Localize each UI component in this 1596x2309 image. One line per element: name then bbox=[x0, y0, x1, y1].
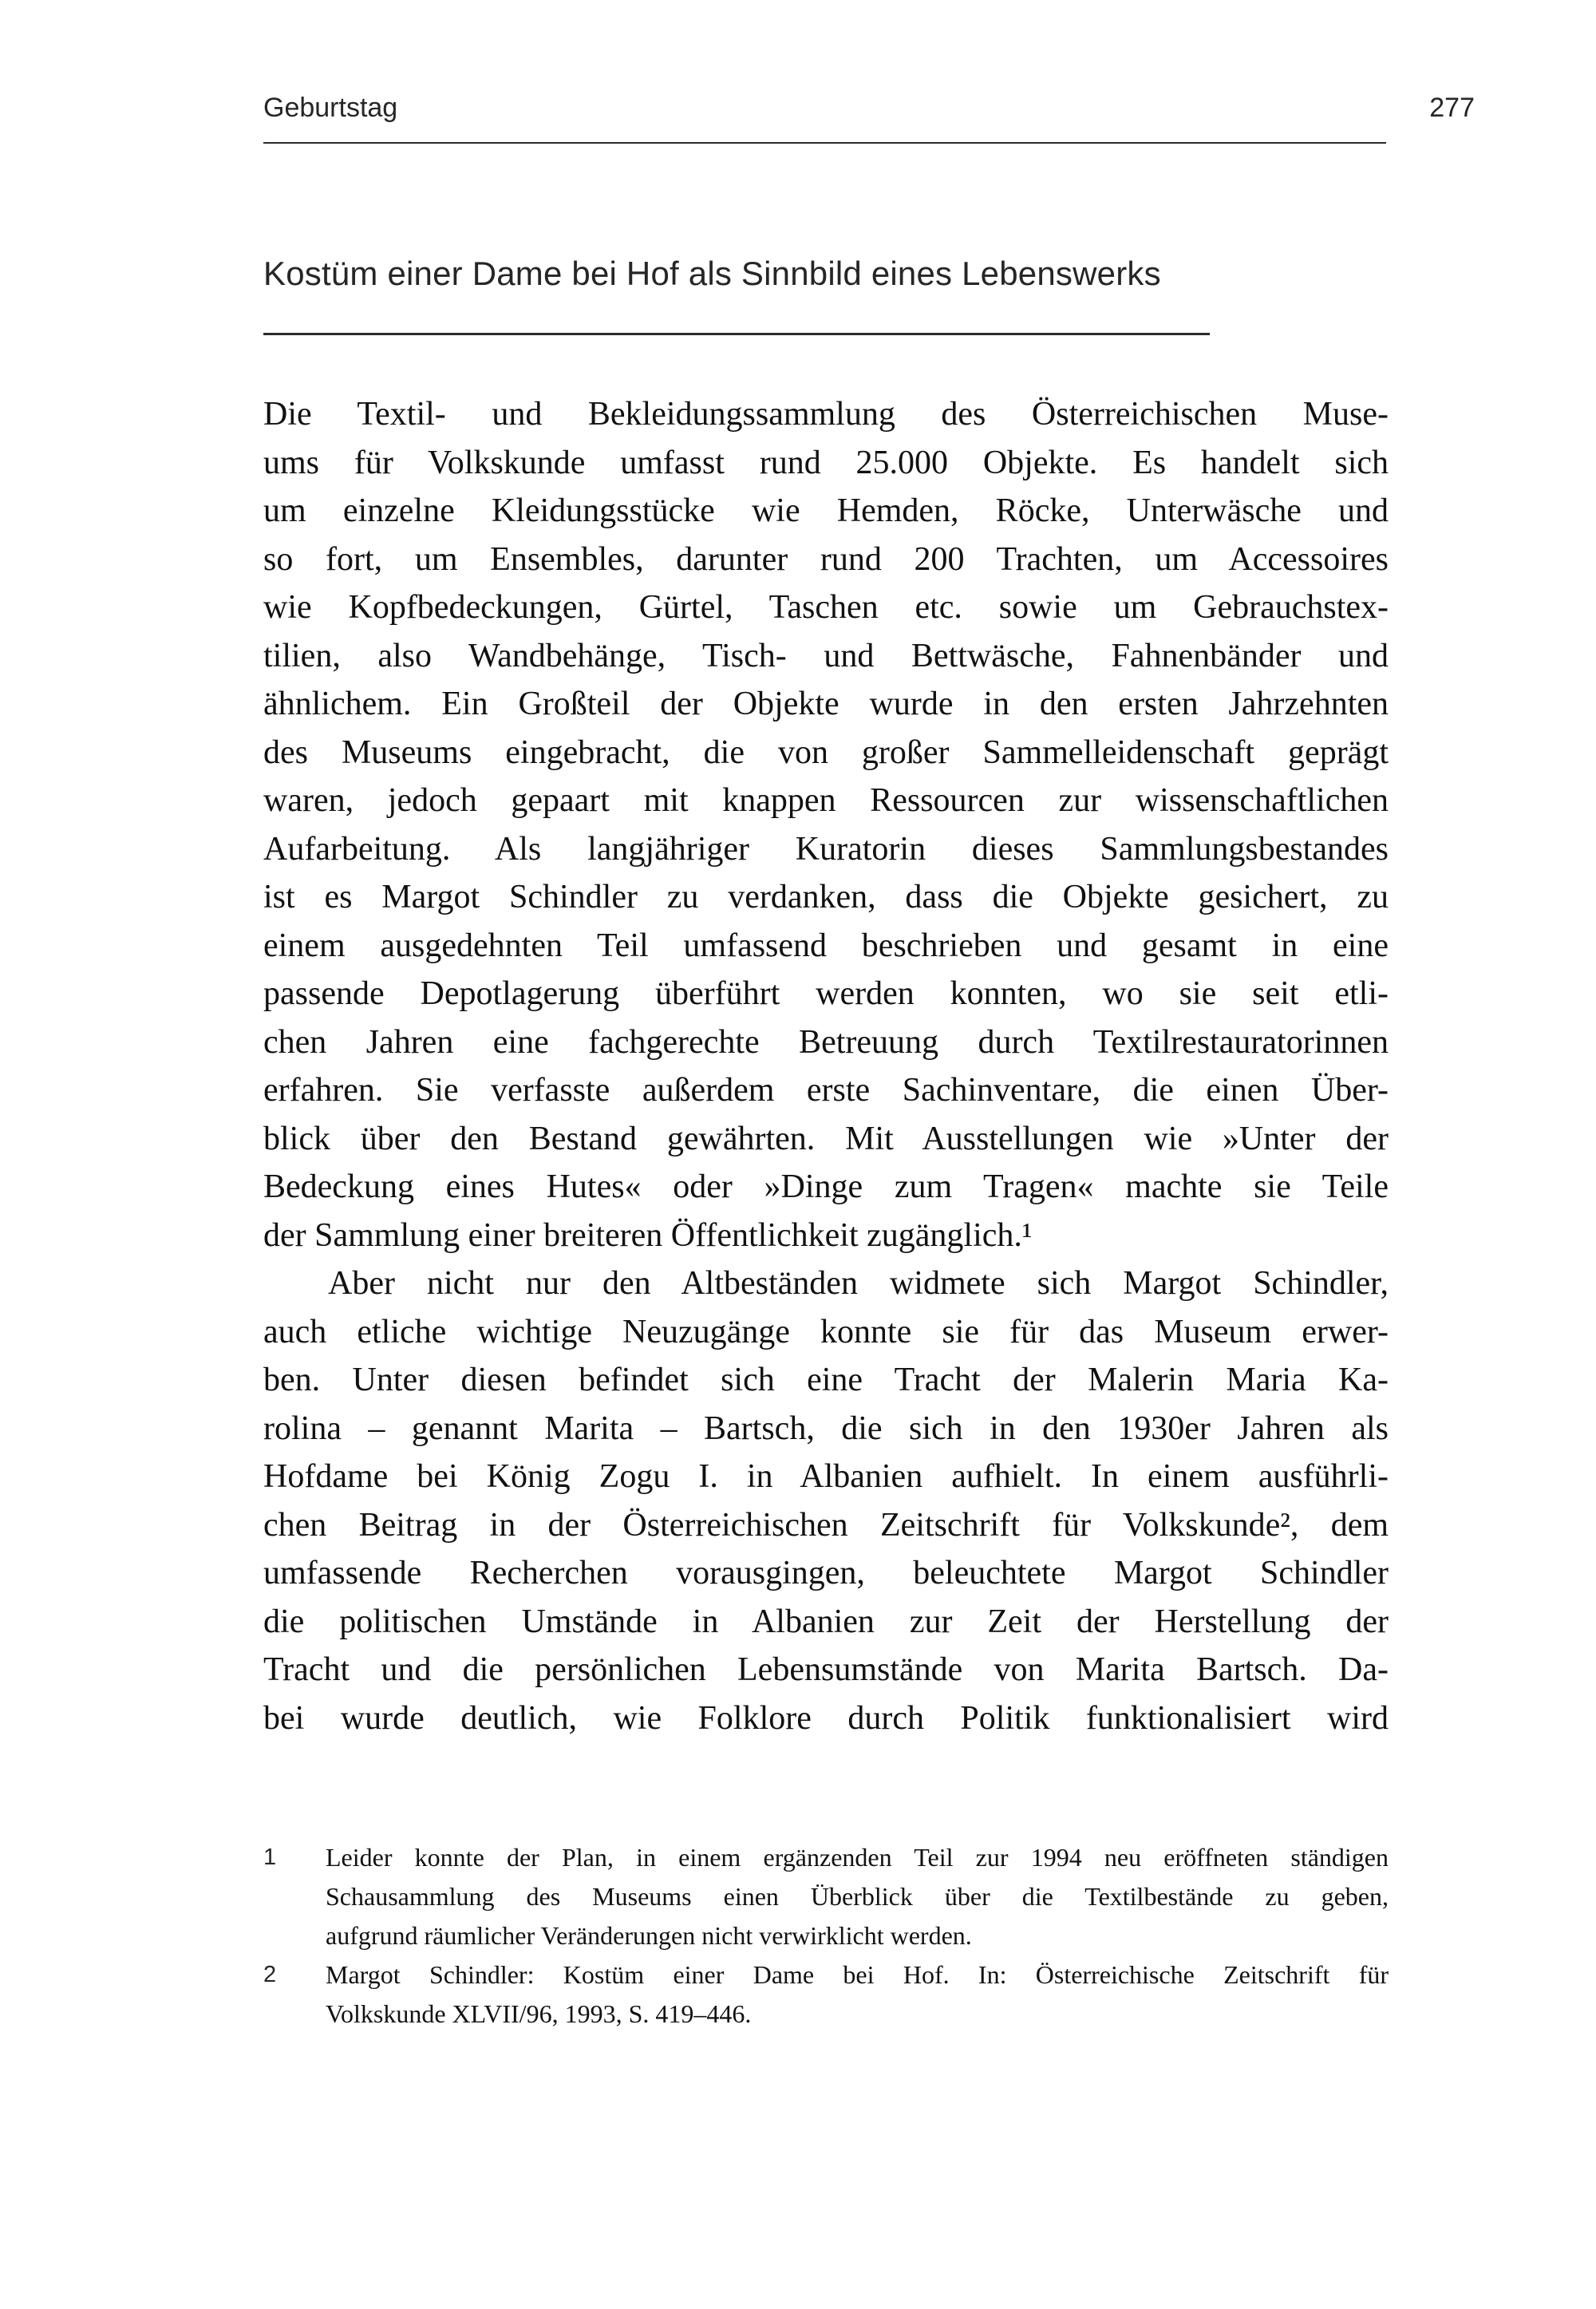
running-header-section: Geburtstag bbox=[263, 93, 398, 123]
body-line: Aufarbeitung. Als langjähriger Kuratorin dieses Sammlungsbestandes bbox=[263, 830, 1389, 868]
footnote bbox=[263, 1955, 1389, 2034]
body-line: wie Kopfbedeckungen, Gürtel, Taschen etc. sowie um Gebrauchstex- bbox=[263, 589, 1389, 626]
footnote-line: Schausammlung des Museums einen Überblick über die Textilbestände zu geben, bbox=[326, 1882, 1389, 1911]
body-line: waren, jedoch gepaart mit knappen Ressourcen zur wissenschaftlichen bbox=[263, 782, 1389, 819]
footnote-line: Margot Schindler: Kostüm einer Dame bei Hof. In: Österreichische Zeitschrift für bbox=[326, 1960, 1389, 1989]
footnote-line: Leider konnte der Plan, in einem ergänzenden Teil zur 1994 neu eröffneten ständigen bbox=[326, 1843, 1389, 1872]
body-line: passende Depotlagerung überführt werden konnten, wo sie seit etli- bbox=[263, 975, 1389, 1012]
body-line: die politischen Umstände in Albanien zur Zeit der Herstellung der bbox=[263, 1603, 1389, 1640]
title-rule bbox=[263, 333, 1210, 335]
body-line: um einzelne Kleidungsstücke wie Hemden, Röcke, Unterwäsche und bbox=[263, 492, 1389, 529]
body-line: blick über den Bestand gewährten. Mit Ausstellungen wie »Unter der bbox=[263, 1120, 1389, 1157]
body-line: ähnlichem. Ein Großteil der Objekte wurde in den ersten Jahrzehnten bbox=[263, 686, 1389, 722]
body-line: bei wurde deutlich, wie Folklore durch Politik funktionalisiert wird bbox=[263, 1699, 1389, 1737]
footnote-line: aufgrund räumlicher Veränderungen nicht verwirklicht werden. bbox=[326, 1921, 972, 1950]
body-text bbox=[263, 390, 1389, 1742]
footnote-text bbox=[326, 1955, 1389, 2034]
body-line: umfassende Recherchen vorausgingen, beleuchtete Margot Schindler bbox=[263, 1555, 1389, 1591]
body-line: rolina – genannt Marita – Bartsch, die sich in den 1930er Jahren als bbox=[263, 1410, 1389, 1447]
body-line: Die Textil- und Bekleidungssammlung des Österreichischen Muse- bbox=[263, 396, 1389, 433]
body-line: Tracht und die persönlichen Lebensumstände von Marita Bartsch. Da- bbox=[263, 1651, 1389, 1688]
footnote-text bbox=[326, 1838, 1389, 1955]
running-header bbox=[263, 93, 1475, 122]
body-line-paragraph-end: der Sammlung einer breiteren Öffentlichkeit zugänglich.¹ bbox=[263, 1216, 1033, 1254]
body-line: tilien, also Wandbehänge, Tisch- und Bettwäsche, Fahnenbänder und bbox=[263, 637, 1389, 674]
footnotes bbox=[263, 1838, 1389, 2034]
body-line: erfahren. Sie verfasste außerdem erste Sachinventare, die einen Über- bbox=[263, 1072, 1389, 1109]
body-line-paragraph-start: Aber nicht nur den Altbeständen widmete sich Margot Schindler, bbox=[328, 1265, 1389, 1302]
footnote bbox=[263, 1838, 1389, 1955]
body-line: chen Beitrag in der Österreichischen Zeitschrift für Volkskunde², dem bbox=[263, 1506, 1389, 1544]
body-line: ums für Volkskunde umfasst rund 25.000 Objekte. Es handelt sich bbox=[263, 444, 1389, 481]
footnote-line: Volkskunde XLVII/96, 1993, S. 419–446. bbox=[326, 1999, 752, 2028]
body-line: des Museums eingebracht, die von großer Sammelleidenschaft geprägt bbox=[263, 733, 1389, 771]
body-line: einem ausgedehnten Teil umfassend beschrieben und gesamt in eine bbox=[263, 927, 1389, 964]
footnote-number: 2 bbox=[263, 1962, 277, 1987]
header-rule bbox=[263, 142, 1386, 144]
footnote-number: 1 bbox=[263, 1844, 277, 1870]
body-line: Bedeckung eines Hutes« oder »Dinge zum Tragen« machte sie Teile bbox=[263, 1168, 1389, 1205]
body-line: auch etliche wichtige Neuzugänge konnte sie für das Museum erwer- bbox=[263, 1313, 1389, 1350]
page-number: 277 bbox=[1429, 93, 1475, 123]
article-title: Kostüm einer Dame bei Hof als Sinnbild eines Lebenswerks bbox=[263, 255, 1161, 292]
body-line: Hofdame bei König Zogu I. in Albanien aufhielt. In einem ausführli- bbox=[263, 1458, 1389, 1495]
body-line: ben. Unter diesen befindet sich eine Tracht der Malerin Maria Ka- bbox=[263, 1362, 1389, 1398]
body-line: chen Jahren eine fachgerechte Betreuung durch Textilrestauratorinnen bbox=[263, 1023, 1389, 1061]
body-line: ist es Margot Schindler zu verdanken, dass die Objekte gesichert, zu bbox=[263, 879, 1389, 915]
body-line: so fort, um Ensembles, darunter rund 200 Trachten, um Accessoires bbox=[263, 540, 1389, 578]
